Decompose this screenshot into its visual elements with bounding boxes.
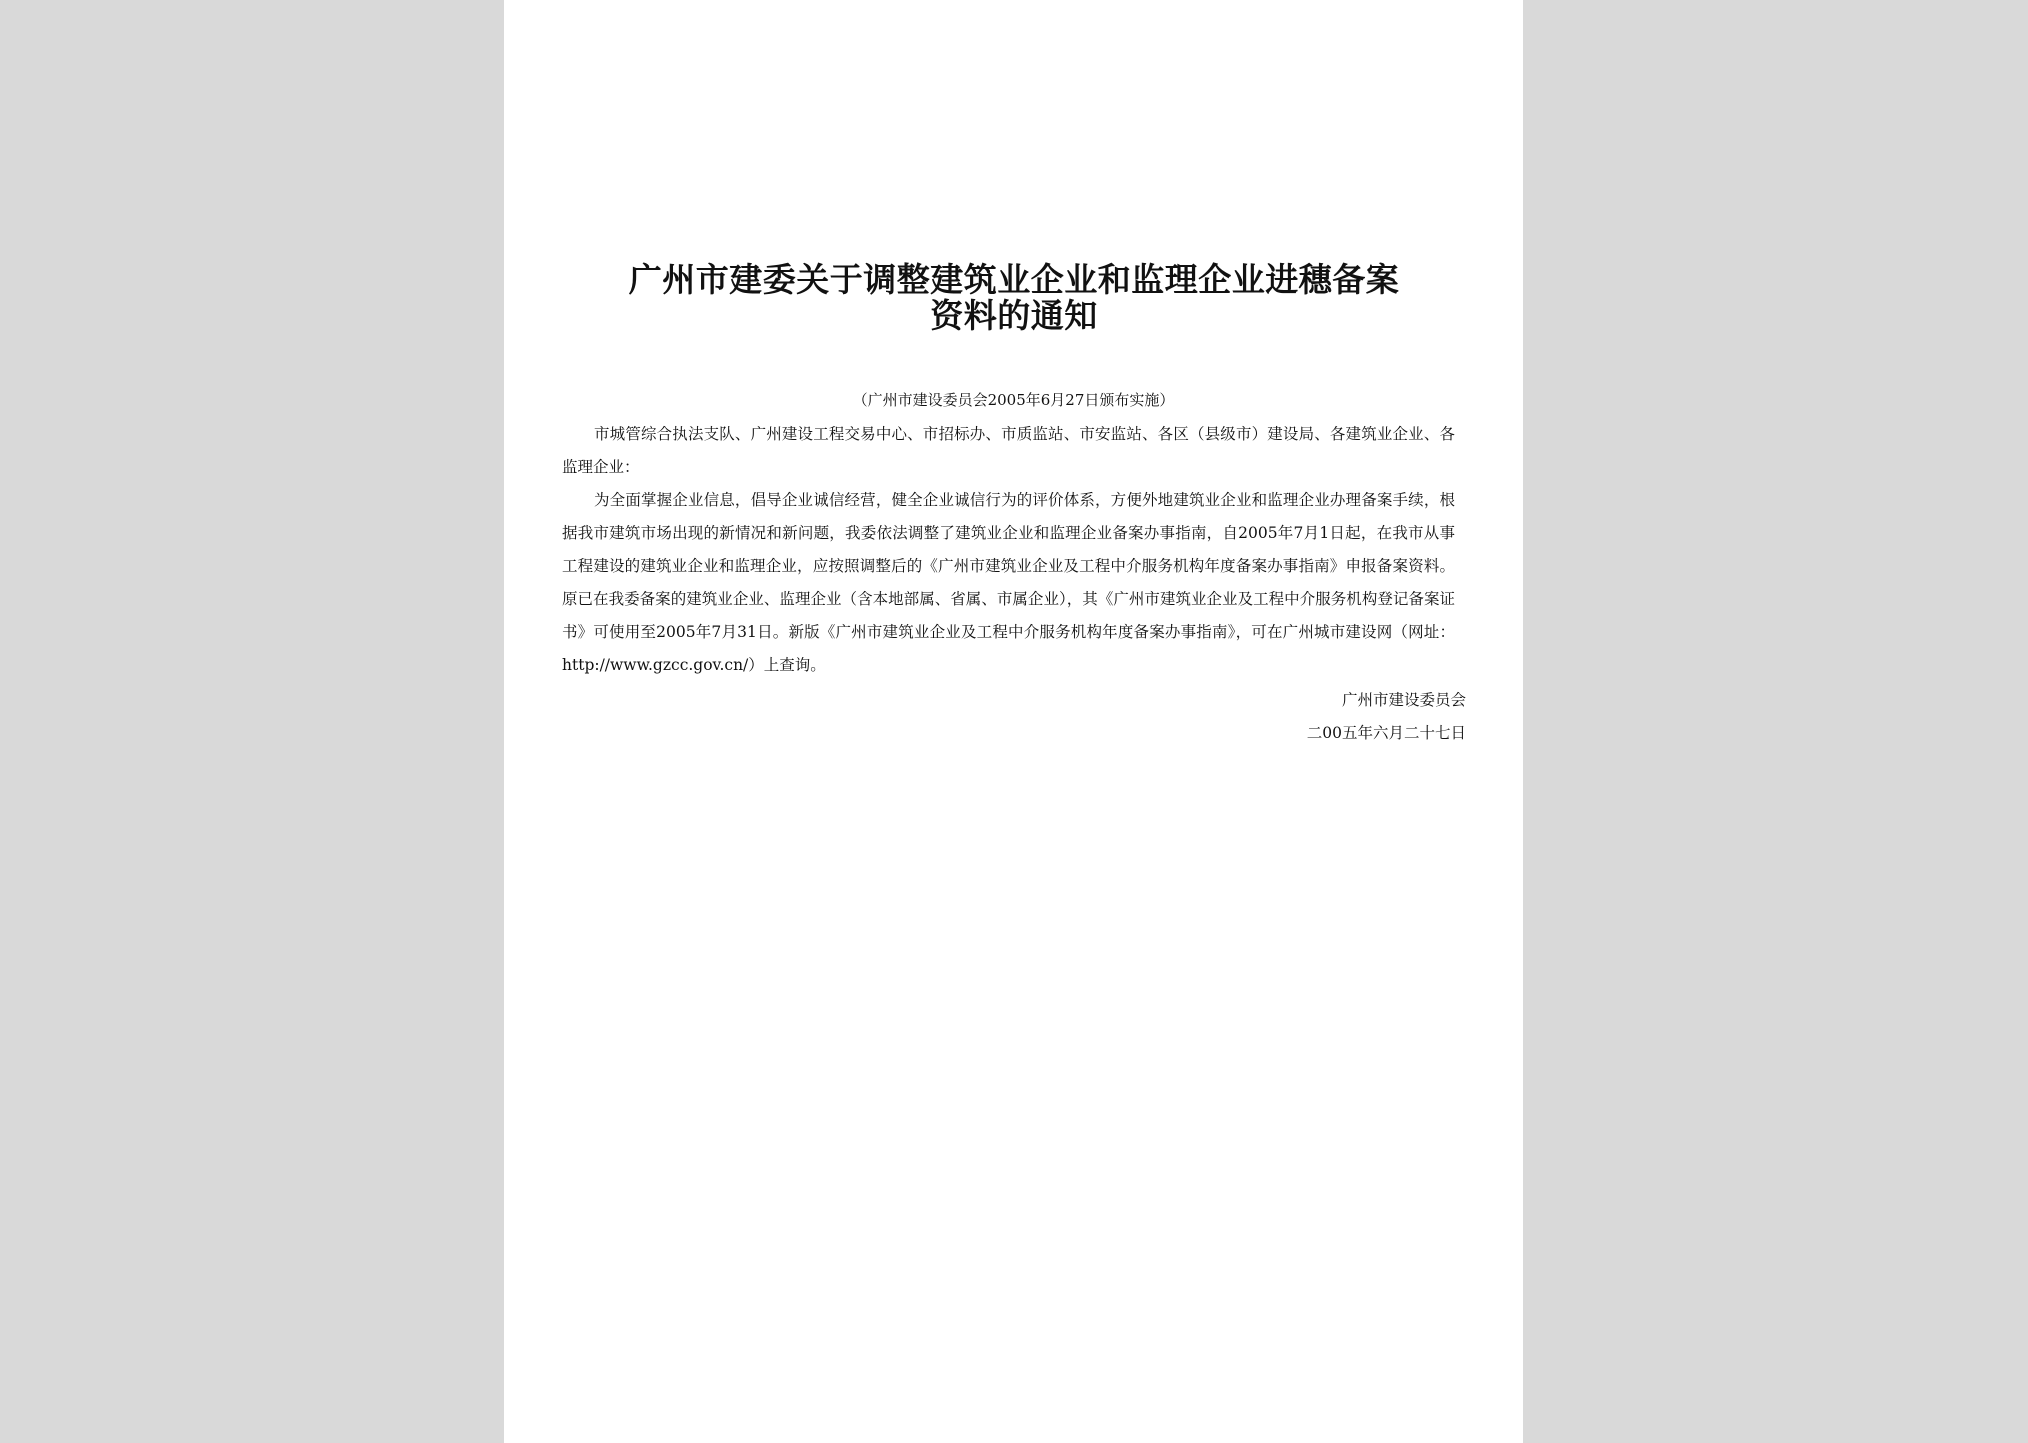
title-line-1: 广州市建委关于调整建筑业企业和监理企业进穗备案 xyxy=(628,260,1400,299)
document-page xyxy=(504,0,1523,1443)
document-title xyxy=(574,262,1454,334)
title-line-2: 资料的通知 xyxy=(930,296,1098,335)
signature-block xyxy=(1307,684,1466,750)
body-paragraph: 为全面掌握企业信息，倡导企业诚信经营，健全企业诚信行为的评价体系，方便外地建筑业企业和监理企业办理备案手续，根据我市建筑市场出现的新情况和新问题，我委依法调整了建筑业企业和监理企业备案办事指南，自2005年7月1日起，在我市从事工程建设的建筑业企业和监理企业，应按照调整后的《广州市建筑业企业及工程中介服务机构年度备案办事指南》申报备案资料。原已在我委备案的建筑业企业、监理企业（含本地部属、省属、市属企业），其《广州市建筑业企业及工程中介服务机构登记备案证书》可使用至2005年7月31日。新版《广州市建筑业企业及工程中介服务机构年度备案办事指南》，可在广州城市建设网（网址：http://www.gzcc.gov.cn/）上查询。 xyxy=(562,491,1455,674)
salutation: 市城管综合执法支队、广州建设工程交易中心、市招标办、市质监站、市安监站、各区（县级市）建设局、各建筑业企业、各监理企业： xyxy=(562,425,1455,476)
signature-organization: 广州市建设委员会 xyxy=(1341,691,1466,709)
document-body xyxy=(562,418,1455,682)
signature-date: 二00五年六月二十七日 xyxy=(1306,724,1466,742)
issue-note: （广州市建设委员会2005年6月27日颁布实施） xyxy=(852,391,1175,409)
